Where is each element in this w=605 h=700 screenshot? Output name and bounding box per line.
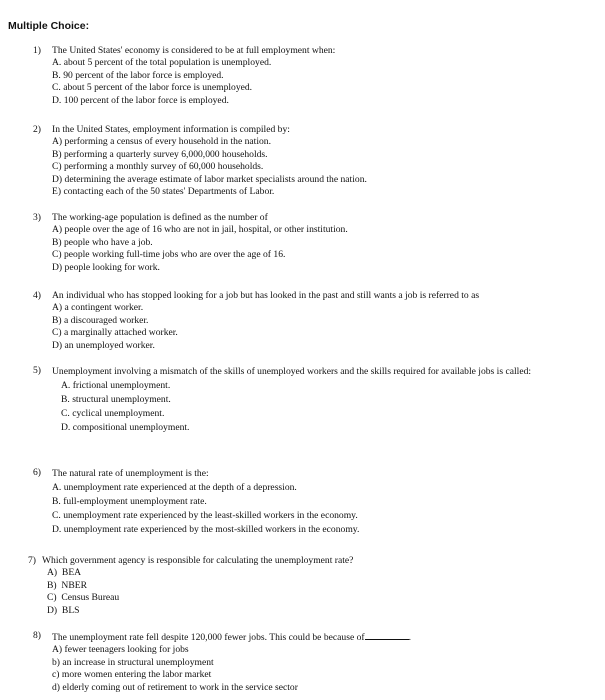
answer-option: D. compositional unemployment.: [61, 422, 190, 433]
answer-option: B) performing a quarterly survey 6,000,000 households.: [52, 148, 268, 160]
question-number: 3): [33, 212, 41, 223]
question-number: 4): [33, 290, 41, 301]
answer-option: D) BLS: [47, 604, 80, 616]
question-stem: An individual who has stopped looking for a job but has looked in the past and still wants a job is referred to as: [52, 290, 480, 301]
answer-option: b) an increase in structural unemployment: [52, 656, 214, 668]
question-stem: Unemployment involving a mismatch of the skills of unemployed workers and the skills required for available jobs is called:: [52, 366, 532, 377]
question-stem: Which government agency is responsible for calculating the unemployment rate?: [42, 555, 354, 566]
answer-option: B) people who have a job.: [52, 236, 153, 248]
question-stem-line: [52, 630, 593, 644]
answer-option: d) elderly coming out of retirement to work in the service sector: [52, 681, 298, 693]
question-number: 6): [33, 467, 41, 478]
answer-option: B) NBER: [47, 579, 87, 591]
question-6: [33, 467, 593, 537]
answer-option: C) people working full-time jobs who are over the age of 16.: [52, 249, 286, 261]
answer-option: C) a marginally attached worker.: [52, 327, 178, 339]
answer-option: A. about 5 percent of the total population is unemployed.: [52, 57, 272, 69]
answer-option: B. structural unemployment.: [61, 394, 171, 405]
answer-option: C. cyclical unemployment.: [61, 408, 165, 419]
answer-option: B. 90 percent of the labor force is employed.: [52, 69, 224, 81]
question-stem: In the United States, employment information is compiled by:: [52, 124, 290, 135]
question-number: 8): [33, 630, 41, 641]
answer-option: C. unemployment rate experienced by the least-skilled workers in the economy.: [52, 510, 358, 521]
answer-option: C) performing a monthly survey of 60,000 households.: [52, 161, 264, 173]
answer-option: c) more women entering the labor market: [52, 669, 212, 681]
question-2: [33, 124, 593, 198]
answer-option: E) contacting each of the 50 states' Departments of Labor.: [52, 186, 275, 198]
question-stem: The unemployment rate fell despite 120,000 fewer jobs. This could be because of: [52, 632, 365, 643]
answer-option: A) fewer teenagers looking for jobs: [52, 644, 189, 656]
answer-option: D) an unemployed worker.: [52, 339, 155, 351]
question-4: [33, 290, 593, 352]
stem-end: .: [408, 632, 411, 643]
question-3: [33, 212, 593, 274]
question-stem: The United States' economy is considered to be at full employment when:: [52, 45, 336, 56]
answer-option: A. unemployment rate experienced at the depth of a depression.: [52, 482, 297, 493]
question-number: 1): [33, 45, 41, 56]
answer-option: A) performing a census of every household in the nation.: [52, 136, 271, 148]
answer-option: A) people over the age of 16 who are not in jail, hospital, or other institution.: [52, 224, 348, 236]
answer-option: C) Census Bureau: [47, 592, 120, 604]
answer-blank: [365, 630, 409, 640]
question-number: 5): [33, 365, 41, 376]
question-8: [33, 630, 593, 694]
question-number: 7): [28, 555, 36, 566]
answer-option: B. full-employment unemployment rate.: [52, 496, 207, 507]
answer-option: D. 100 percent of the labor force is employed.: [52, 94, 229, 106]
answer-option: A) BEA: [47, 567, 82, 579]
question-stem: The natural rate of unemployment is the:: [52, 468, 209, 479]
question-7: [28, 555, 588, 617]
answer-option: A) a contingent worker.: [52, 302, 144, 314]
question-5: [33, 365, 593, 435]
answer-option: A. frictional unemployment.: [61, 380, 171, 391]
answer-option: B) a discouraged worker.: [52, 314, 149, 326]
question-stem: The working-age population is defined as the number of: [52, 212, 268, 223]
answer-option: D) people looking for work.: [52, 261, 160, 273]
answer-option: C. about 5 percent of the labor force is unemployed.: [52, 82, 253, 94]
question-1: [33, 45, 593, 107]
answer-option: D) determining the average estimate of labor market specialists around the nation.: [52, 173, 367, 185]
answer-option: D. unemployment rate experienced by the most-skilled workers in the economy.: [52, 524, 360, 535]
section-heading: Multiple Choice:: [8, 20, 90, 32]
question-number: 2): [33, 124, 41, 135]
